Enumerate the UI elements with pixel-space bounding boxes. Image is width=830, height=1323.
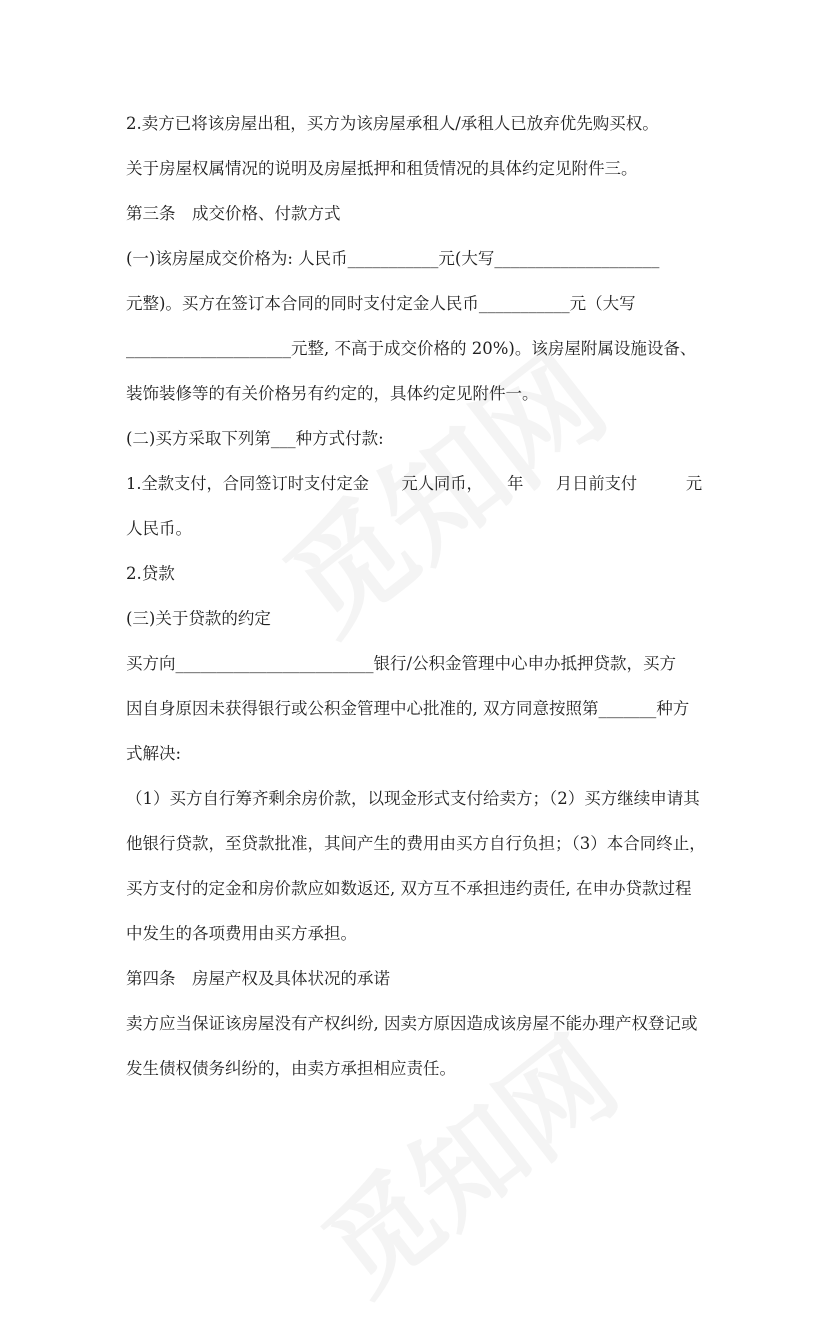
paragraph-price-line: 装饰装修等的有关价格另有约定的，具体约定见附件一。 <box>126 384 539 403</box>
paragraph-payment-method: (二)买方采取下列第___种方式付款: <box>126 429 384 448</box>
paragraph-loan-bank: 买方向________________________银行/公积金管理中心申办抵押贷款，买方 <box>126 654 677 673</box>
paragraph-loan-bank: 因自身原因未获得银行或公积金管理中心批准的, 双方同意按照第_______种方 <box>126 699 690 718</box>
paragraph-loan-heading: (三)关于贷款的约定 <box>126 609 271 628</box>
paragraph-ownership-note: 关于房屋权属情况的说明及房屋抵押和租赁情况的具体约定见附件三。 <box>126 159 638 178</box>
paragraph-price-line: (一)该房屋成交价格为: 人民币___________元(大写____________________ <box>126 249 660 268</box>
watermark <box>286 995 643 1323</box>
paragraph-price-line: ____________________元整, 不高于成交价格的 20%)。该房屋附属设施设备、 <box>126 339 697 358</box>
paragraph-loan-bank: 式解决: <box>126 744 182 763</box>
paragraph-ownership-guarantee: 发生债权债务纠纷的，由卖方承担相应责任。 <box>126 1059 456 1078</box>
paragraph-loan-options: （1）买方自行筹齐剩余房价款，以现金形式支付给卖方；（2）买方继续申请其 <box>126 789 700 808</box>
paragraph-ownership-guarantee: 卖方应当保证该房屋没有产权纠纷, 因卖方原因造成该房屋不能办理产权登记或 <box>126 1014 698 1033</box>
paragraph-full-payment: 1.全款支付，合同签订时支付定金 元人同币， 年 月日前支付 元 <box>126 474 703 493</box>
paragraph-loan: 2.贷款 <box>126 564 175 583</box>
paragraph-loan-options: 中发生的各项费用由买方承担。 <box>126 924 357 943</box>
paragraph-loan-options: 他银行贷款，至贷款批准，其间产生的费用由买方自行负担；（3）本合同终止， <box>126 834 706 853</box>
paragraph-full-payment: 人民币。 <box>126 519 192 538</box>
paragraph-loan-options: 买方支付的定金和房价款应如数返还, 双方互不承担违约责任, 在申办贷款过程 <box>126 879 692 898</box>
paragraph-seller-leased: 2.卖方已将该房屋出租，买方为该房屋承租人/承租人已放弃优先购买权。 <box>126 114 659 133</box>
paragraph-price-line: 元整)。买方在签订本合同的同时支付定金人民币___________元（大写 <box>126 294 636 313</box>
section-heading-article-3: 第三条 成交价格、付款方式 <box>126 204 341 223</box>
section-heading-article-4: 第四条 房屋产权及具体状况的承诺 <box>126 969 390 988</box>
